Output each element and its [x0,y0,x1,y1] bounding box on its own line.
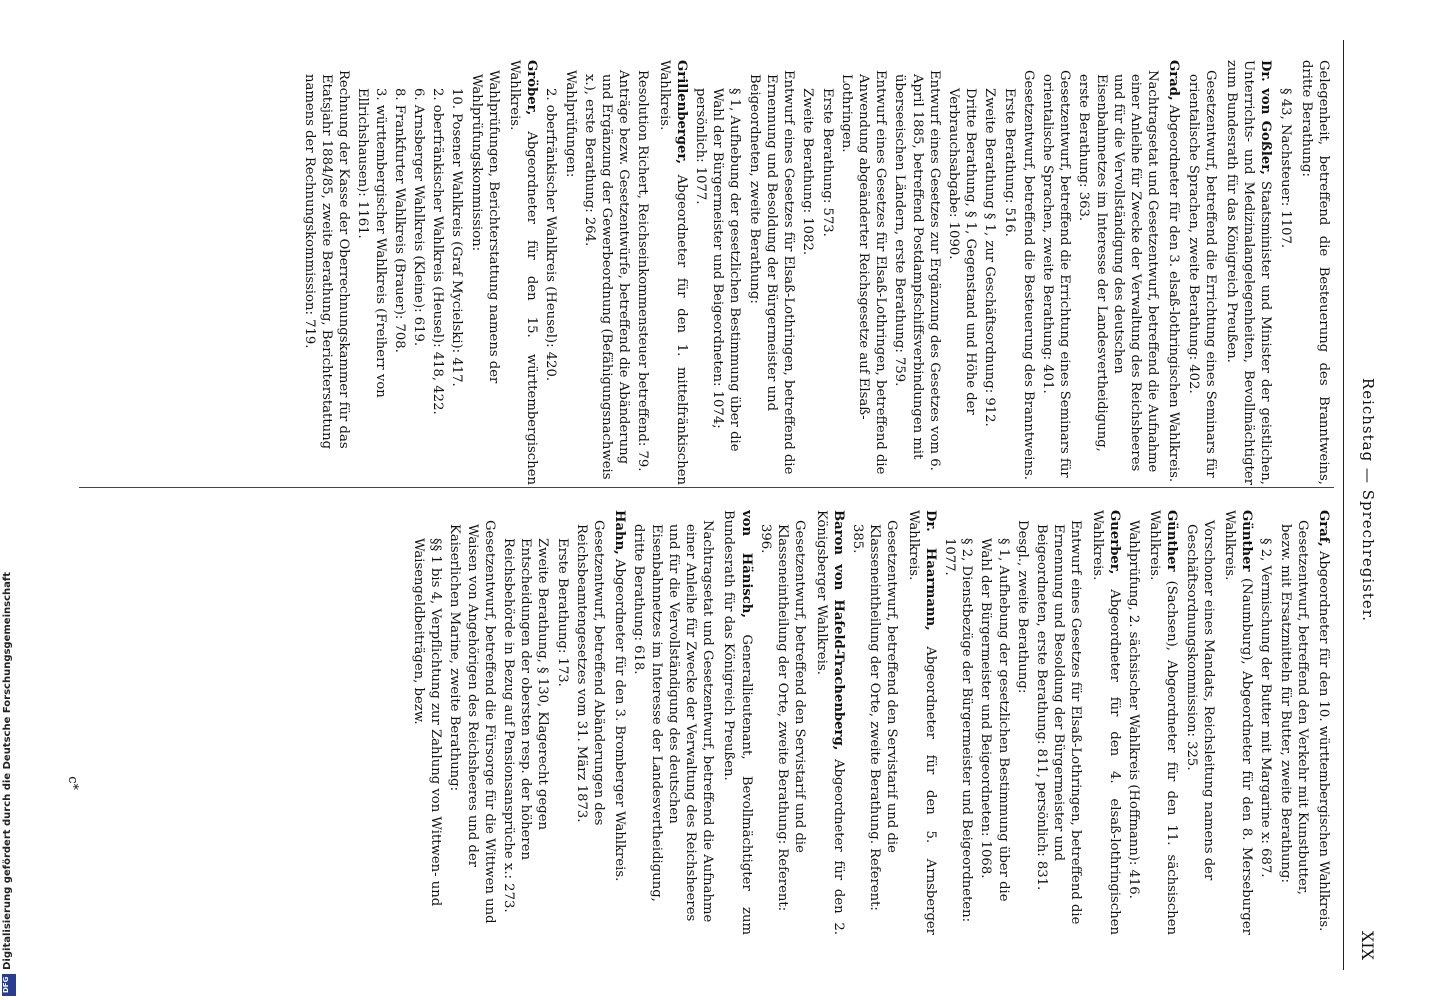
register-subentry: Rechnung der Kasse der Oberrechnungskammer für das Etatsjahr 1884/85, zweite Berathung, Berichterstattung namens der Rechnungskommission: 719. [301,70,352,450]
register-entry [812,510,846,935]
register-entry [720,510,754,935]
register-detail: 2. oberfränkischer Wahlkreis (Heusel): 420. [543,88,559,382]
speaker-name: Baron von Hafeld-Trachenberg, [830,510,846,751]
register-detail: §§ 1 bis 4, Verpflichtung zur Zahlung von Wittwen- und Waisengeldbeiträgen, bezw. [411,538,444,907]
register-entry [611,510,628,935]
register-subentry: Entwurf eines Gesetzes für Elsaß-Lothringen, betreffend die Ernennung und Besoldung der Bürgermeister und Beigeordneten, zweite Berathung: [746,70,797,475]
register-entry [904,510,938,935]
register-entry [1298,60,1332,485]
register-detail: Zweite Berathung: 1082. [800,88,816,256]
speaker-name: Gröber, [524,60,540,116]
register-subentry: Gesetzentwurf, betreffend die Errichtung eines Seminars für orientalische Sprachen, zweite Berathung: 401. [1039,70,1073,478]
register-subentry: Wahlprüfung, 2. sächsischer Wahlkreis (Hoffmann): 416. [1125,520,1141,899]
dfg-logo: DFG [2,974,16,996]
register-entry [1165,60,1182,485]
register-entry [506,60,540,485]
register-detail: 8. Frankfurter Wahlkreis (Brauer): 708. [391,88,407,353]
register-subentry: Nachtragsetat und Gesetzentwurf, betreffend die Aufnahme einer Anleihe für Zwecke der Verwaltung des Reichsheeres und für die Vervollständigung des deutschen Eisenbahnnetzes im Interesse der Landesvertheidigung, erste Berathung: 363. [1076,70,1161,473]
speaker-name: Günther [1164,510,1180,572]
left-column [82,60,1332,485]
register-detail: Zweite Berathung § 1, zur Geschäftsordnung: 912. [982,88,998,427]
speaker-name: Grillenberger, [673,60,689,164]
register-detail: § 2, Dienstbezüge der Bürgermeister und Beigeordneten: 1077. [941,538,975,923]
register-detail: § 1, Aufhebung der gesetzlichen Bestimmung über die Wahl der Bürgermeister und Beigeordneten: 1074; persönlich: 1077. [693,88,743,452]
register-entry [1221,510,1255,935]
speaker-description: (Sachsen), Abgeordneter für den 11. sächsischen Wahlkreis. [1147,510,1180,935]
speaker-name: von Hänisch, [738,510,754,618]
speaker-description: Generallieutenant, Bevollmächtigter zum Bundesrath für das Königreich Preußen. [721,510,754,935]
speaker-name: Dr. von Goßler, [1258,60,1274,175]
register-subentry: Gesetzentwurf, betreffend Abänderungen des Reichsbeamtengesetzes vom 31. März 1873. [573,520,607,826]
register-detail: Zweite Berathung, § 130, Klagerecht gegen Entscheidungen der obersten resp. der höheren Reichsbehörde in Bezug auf Pensionsansprüche x.: 273. [501,538,551,913]
speaker-name: Graf, [1316,510,1331,547]
register-detail: § 2, Vermischung der Butter mit Margarine x: 687. [1258,538,1274,878]
register-subentry: Nachtragsetat und Gesetzentwurf, betreffend die Aufnahme einer Anleihe für Zwecke der Verwaltung des Reichsheeres und für die Vervollständigung des deutschen Eisenbahnnetzes im Interesse der Landesvertheidigung, dritte Berathung: 618. [631,520,716,923]
register-subentry: Gesetzentwurf, betreffend den Servistarif und die Klasseneintheilung der Orte, zweite Berathung: Referent: 396. [757,520,808,912]
speaker-description: Abgeordneter für den 10. württembergischen Wahlkreis. [1316,550,1331,932]
register-entry [1088,510,1122,935]
speaker-description: (Naumburg), Abgeordneter für den 8. Merseburger Wahlkreis. [1221,510,1255,935]
register-detail: § 1, Aufhebung der gesetzlichen Bestimmung über die Wahl der Bürgermeister und Beigeordneten: 1068. [978,538,1011,902]
register-detail: 10. Posener Wahlkreis (Graf Mycielski): 417. [449,88,465,387]
register-subentry: Vorschoner eines Mandats, Reichsleitung namens der Geschäftsordnungskommission: 325. [1183,520,1216,881]
register-subentry: Wahlprüfungen: [562,70,578,178]
signature-mark: c* [65,776,80,790]
digitization-sidebar [0,0,18,1000]
speaker-description: Abgeordneter für den 3. Bromberger Wahlkreis. [612,558,628,882]
register-detail: Dritte Berathung, § 1, Gegenstand und Höhe der Verbrauchsabgabe: 1090. [945,88,979,415]
register-subentry: Resolution Richert, Reichseinkommensteuer betreffend: 79. [635,70,651,472]
right-column [82,510,1332,935]
speaker-description: Abgeordneter für den 3. elsaß-lothringischen Wahlkreis. [1166,104,1182,483]
speaker-description: Abgeordneter für den 2. Königsberger Wahlkreis. [813,510,846,935]
speaker-name: Guerber, [1106,510,1122,575]
register-subentry: Gesetzentwurf, betreffend die Errichtung eines Seminars für orientalische Sprachen, zweite Berathung: 402. [1185,70,1218,478]
dfg-credit-text: Digitalisierung gefördert durch die Deutsche Forschungsgemeinschaft [2,572,13,970]
register-subentry: Anträge bezw. Gesetzentwürfe, betreffend die Abänderung und Ergänzung der Gewerbeordnung (Befähigungsnachweis x.), erste Berathung: 264. [581,70,632,480]
header-rule [1343,40,1344,970]
register-detail: 3. württembergischer Wahlkreis (Freiherr von Ellrichshausen): 1161. [355,88,388,398]
page-title: Reichstag — Sprechregister. [1359,377,1377,623]
register-detail: Erste Berathung: 173. [554,538,570,687]
register-subentry: Entwurf eines Gesetzes für Elsaß-Lothringen, betreffend die Ernennung und Besoldung der Bürgermeister und Beigeordneten, erste Berathung: 811, persönlich: 831. [1033,520,1084,925]
register-subentry: Wahlprüfungen, Berichterstattung namens der Wahlprüfungskommission: [468,70,501,384]
register-entry [655,60,689,485]
register-subentry: Gesetzentwurf, betreffend den Servistarif und die Klasseneintheilung der Orte, zweite Berathung. Referent: 385. [849,520,900,911]
register-subentry: Gesetzentwurf, betreffend die Besteuerung des Branntweins. [1020,70,1036,480]
speaker-description: Abgeordneter für den 1. mittelfränkischen Wahlkreis. [656,60,689,485]
speaker-description: Abgeordneter für den 5. Arnsberger Wahlkreis. [905,510,938,935]
register-entry [1315,510,1332,935]
speaker-description: Gelegenheit, betreffend die Besteuerung des Branntweins, dritte Berathung: [1298,60,1331,485]
register-detail: 6. Arnsberger Wahlkreis (Kleine): 619. [411,88,427,347]
register-subentry: Gesetzentwurf, betreffend den Verkehr mit Kunstbutter, bezw. mit Ersatzmitteln für Butter, zweite Berathung: [1277,520,1310,895]
register-entry [1223,60,1275,485]
column-divider [79,487,1334,488]
page-number: XIX [1358,930,1377,960]
register-detail: Erste Berathung: 573. [819,88,835,237]
register-detail: § 43, Nachsteuer: 1107. [1277,88,1293,249]
speaker-description: Abgeordneter für den 4. elsaß-lothringischen Wahlkreis. [1089,510,1122,935]
speaker-description: Staatsminister und Minister der geistlichen, Unterrichts- und Medizinalangelegenheiten, Bevollmächtigter zum Bundesrath für das Königreich Preußen. [1223,60,1274,485]
speaker-name: Grad, [1166,60,1182,101]
register-detail: Erste Berathung: 516. [1001,88,1017,237]
register-subentry: Entwurf eines Gesetzes für Elsaß-Lothringen, betreffend die Anwendung abgeänderter Reichsgesetze auf Elsaß-Lothringen. [838,70,889,475]
register-subentry: Entwurf eines Gesetzes zur Ergänzung des Gesetzes vom 6. April 1885, betreffend Postdampfschiffsverbindungen mit überseeischen Ländern, erste Berathung: 759. [892,70,942,471]
speaker-name: Dr. Haarmann, [922,510,938,631]
register-subentry: Gesetzentwurf, betreffend die Fürsorge für die Wittwen und Waisen von Angehörigen des Reichsheeres und der Kaiserlichen Marine, zweite Berathung: [447,520,497,924]
speaker-name: Hahn, [612,510,628,555]
register-subentry: Desgl., zweite Berathung: [1014,520,1030,694]
register-entry [1146,510,1180,935]
speaker-description: Abgeordneter für den 15. württembergischen Wahlkreis. [507,60,540,485]
speaker-name: Günther [1239,510,1255,572]
register-detail: 2. oberfränkischer Wahlkreis (Heusel): 418, 422. [430,88,446,415]
